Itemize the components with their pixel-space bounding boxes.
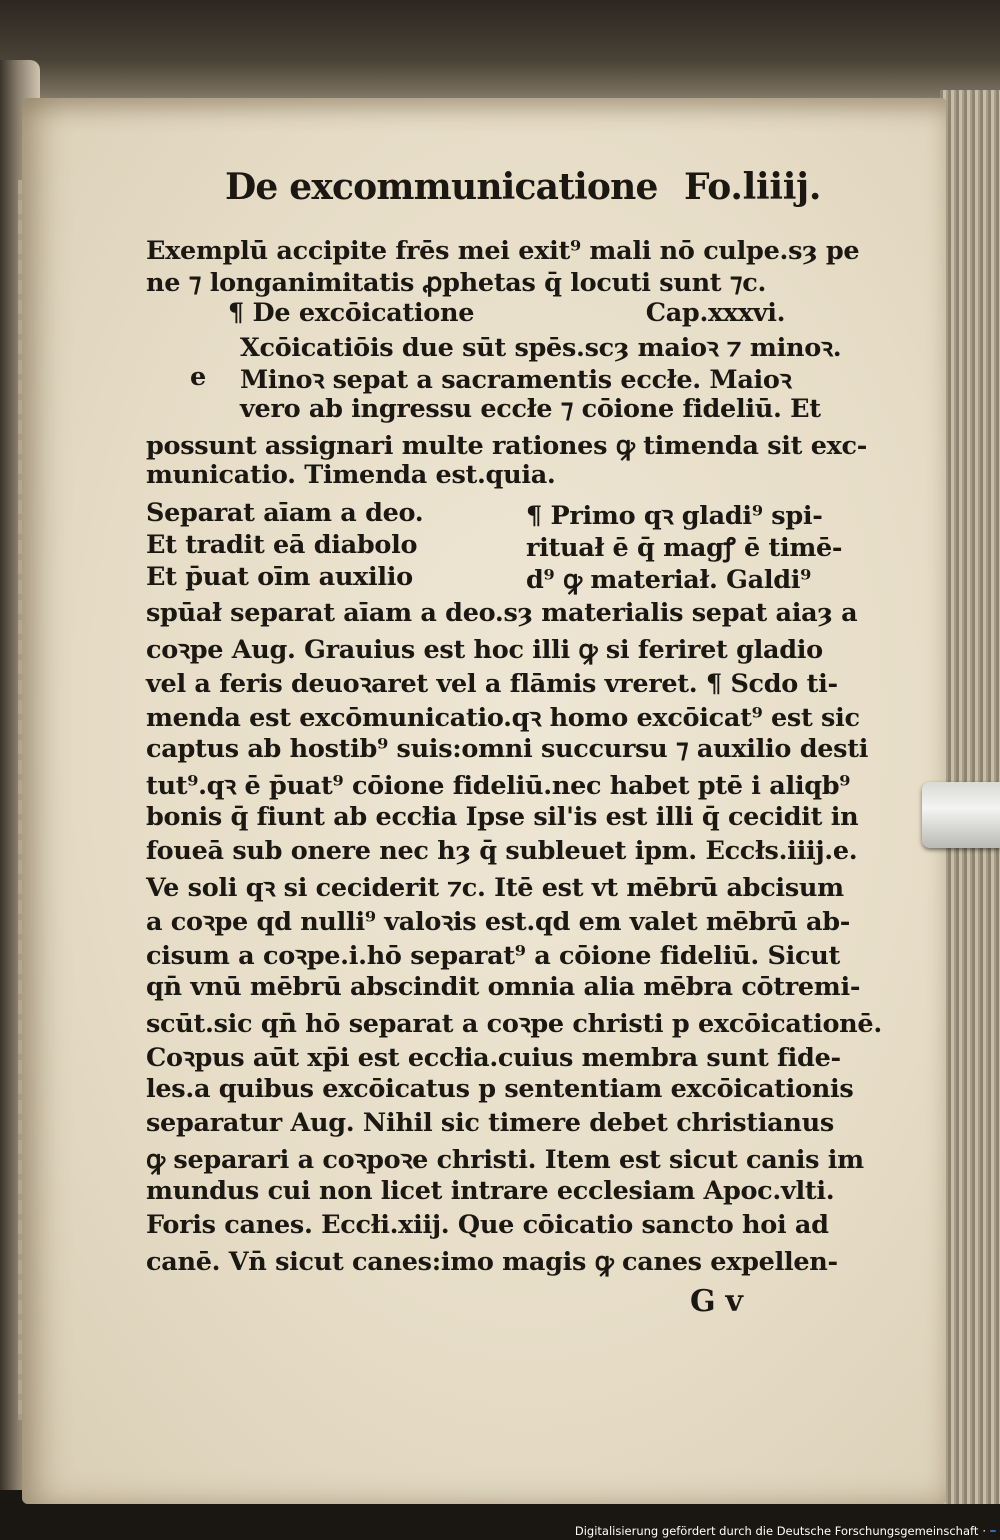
text-line: captus ab hostib⁹ suis:omni succursu ⁊ auxilio desti [146, 734, 869, 764]
text-line: foueā sub onere nec hȝ q̄ subleuet ipm. Eccłs.iiij.e. [146, 836, 858, 866]
list-line-right: rituał ē q̄ magꝭ ē timē- [526, 533, 843, 563]
text-line: ne ⁊ longanimitatis ꝓphetas q̄ locuti sunt ⁊c. [146, 268, 767, 298]
text-line: possunt assignari multe rationes ꝙ timenda sit exc- [146, 431, 868, 461]
text-line: vel a feris deuoꝛaret vel a flāmis vreret. ¶ Scdo ti- [146, 669, 838, 699]
page-clip [922, 782, 1000, 848]
text-line: a coꝛpe qd nulli⁹ valoꝛis est.qd em valet mēbrū ab- [146, 907, 851, 937]
text-line: municatio. Timenda est.quia. [146, 460, 556, 490]
folio-number: Fo.liiij. [684, 166, 822, 208]
text-line: qn̄ vnū mēbrū abscindit omnia alia mēbra cōtremi- [146, 972, 861, 1002]
text-line: les.a quibus excōicatus p sententiam excōicationis [146, 1074, 854, 1104]
text-line: cisum a coꝛpe.i.hō separat⁹ a cōione fideliū. Sicut [146, 941, 840, 971]
text-line: spūał separat aīam a deo.sȝ materialis sepat aiaȝ a [146, 598, 858, 628]
dfg-logo-icon [990, 1530, 996, 1532]
text-line: Foris canes. Eccłi.xiij. Que cōicatio sancto hoi ad [146, 1210, 829, 1240]
text-line: canē. Vn̄ sicut canes:imo magis ꝙ canes expellen- [146, 1247, 838, 1277]
list-line-left: Separat aīam a deo. [146, 498, 424, 528]
list-line-left: Et p̄uat oīm auxilio [146, 562, 413, 592]
text-line: ꝙ separari a coꝛpoꝛe christi. Item est sicut canis im [146, 1145, 864, 1175]
footer-credit: Digitalisierung gefördert durch die Deutsche Forschungsgemeinschaft [574, 1524, 979, 1538]
text-line: Coꝛpus aūt xp̄i est eccłia.cuius membra sunt fide- [146, 1043, 841, 1073]
text-line: mundus cui non licet intrare ecclesiam Apoc.vlti. [146, 1176, 835, 1206]
text-line: scūt.sic qn̄ hō separat a coꝛpe christi p excōicationē. [146, 1009, 882, 1039]
footer-separator: · [982, 1524, 986, 1538]
text-line: Xcōicatiōis due sūt spēs.scȝ maioꝛ ⁊ minoꝛ. [240, 333, 842, 363]
text-line: Minoꝛ sepat a sacramentis eccłe. Maioꝛ [240, 365, 792, 395]
digitization-footer [575, 1524, 996, 1538]
text-line: coꝛpe Aug. Grauius est hoc illi ꝙ si feriret gladio [146, 635, 823, 665]
book-top-edge [0, 0, 1000, 110]
text-line: Ve soli qꝛ si ceciderit ⁊c. Itē est vt mēbrū abcisum [146, 873, 844, 903]
list-line-right: ¶ Primo qꝛ gladi⁹ spi- [526, 501, 823, 531]
signature-mark: G v [690, 1284, 743, 1319]
text-line: separatur Aug. Nihil sic timere debet christianus [146, 1108, 834, 1138]
marginal-letter: e [190, 362, 206, 392]
text-line: menda est excōmunicatio.qꝛ homo excōicat⁹ est sic [146, 703, 860, 733]
text-line: bonis q̄ fiunt ab eccłia Ipse sil'is est illi q̄ cecidit in [146, 802, 859, 832]
list-line-left: Et tradit eā diabolo [146, 530, 418, 560]
list-line-right: d⁹ ꝙ materiał. Galdi⁹ [526, 565, 811, 595]
chapter-heading: ¶ De excōicatione Cap.xxxvi. [228, 298, 786, 328]
running-head: De excommunicatione [225, 166, 658, 208]
text-line: tut⁹.qꝛ ē p̄uat⁹ cōione fideliū.nec habet ptē i aliqb⁹ [146, 771, 851, 801]
text-line: vero ab ingressu eccłe ⁊ cōione fideliū. Et [240, 394, 821, 424]
text-line: Exemplū accipite frēs mei exit⁹ mali nō culpe.sȝ pe [146, 236, 860, 266]
